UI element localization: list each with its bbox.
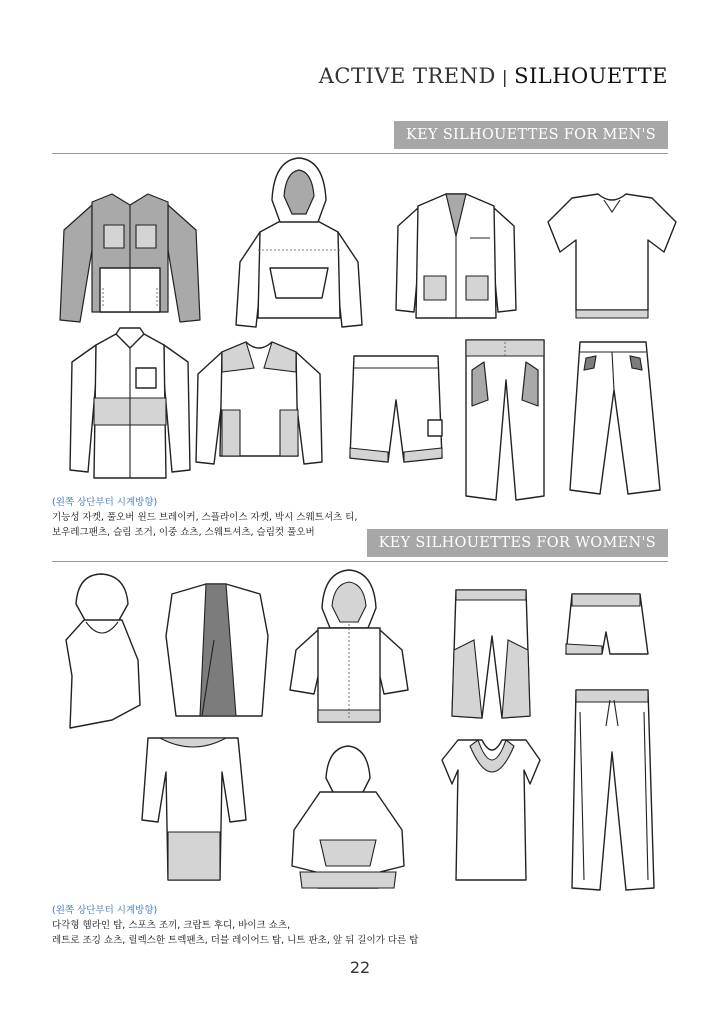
splice-jacket-illustration	[396, 194, 516, 318]
bike-shorts-illustration	[452, 590, 530, 718]
double-shorts-illustration	[350, 356, 442, 462]
slim-cut-pullover-illustration	[70, 328, 190, 478]
knit-poncho-illustration	[292, 746, 404, 888]
functional-jacket-illustration	[60, 194, 200, 322]
header-title-bold: SILHOUETTE	[514, 64, 668, 88]
women-caption-line-2: 레트로 조깅 쇼츠, 릴렉스한 트렉팬츠, 더블 레이어드 탑, 니트 판초, 앞 뒤 길이가 다른 탑	[52, 935, 419, 946]
women-section-label: KEY SILHOUETTES FOR WOMEN'S	[367, 529, 668, 557]
men-caption-line-1: 기능성 자켓, 풀오버 윈드 브레이커, 스플라이스 자켓, 박시 스웨트셔츠 티,	[52, 512, 358, 523]
boxy-sweatshirt-tee-illustration	[548, 194, 676, 318]
polygon-hemline-top-illustration	[66, 574, 140, 728]
women-caption-line-1: 다각형 헴라인 탑, 스포츠 조끼, 크랍트 후디, 바이크 쇼츠,	[52, 920, 291, 931]
header-title-light: ACTIVE TREND	[318, 64, 496, 88]
men-caption-order: (왼쪽 상단부터 시계방향)	[52, 497, 158, 508]
header-separator: |	[501, 68, 509, 88]
men-caption-line-2: 보우레그팬츠, 슬림 조거, 이중 쇼츠, 스웨트셔츠, 슬림컷 풀오버	[52, 527, 315, 538]
relaxed-track-pants-illustration	[572, 690, 654, 890]
sports-vest-illustration	[166, 584, 268, 716]
retro-jogging-shorts-illustration	[566, 594, 648, 654]
men-section-label: KEY SILHOUETTES FOR MEN'S	[394, 121, 668, 149]
sweatshirt-illustration	[196, 342, 322, 464]
women-caption	[52, 903, 418, 948]
uneven-length-top-illustration	[142, 738, 246, 880]
double-layered-top-illustration	[442, 740, 540, 880]
women-caption-order: (왼쪽 상단부터 시계방향)	[52, 905, 158, 916]
men-caption	[52, 495, 357, 540]
slim-jogger-illustration	[466, 340, 544, 500]
cropped-hoodie-illustration	[290, 570, 408, 722]
bow-leg-pants-illustration	[570, 342, 660, 494]
pullover-windbreaker-illustration	[236, 158, 362, 327]
page-number: 22	[349, 958, 371, 977]
